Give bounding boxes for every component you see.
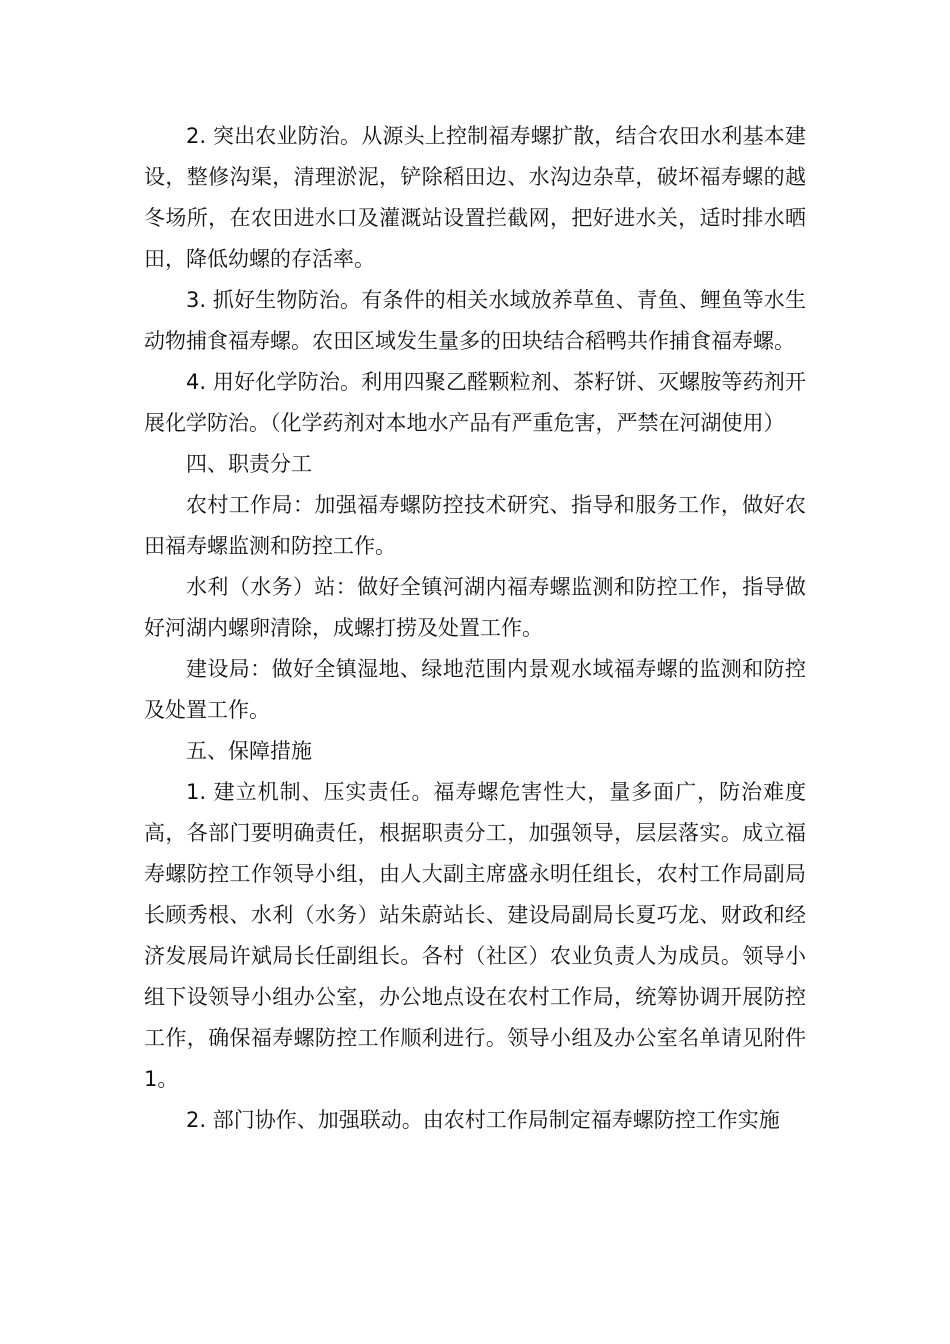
paragraph-agricultural-control: 2. 突出农业防治。从源头上控制福寿螺扩散，结合农田水利基本建设，整修沟渠，清理淤泥，铲除稻田边、水沟边杂草，破坏福寿螺的越冬场所，在农田进水口及灌溉站设置拦截网，把好进水关，适时排水晒田，降低幼螺的存活率。 [144, 124, 806, 271]
section-heading-responsibilities: 四、职责分工 [186, 452, 312, 476]
section-heading-safeguards: 五、保障措施 [186, 739, 312, 763]
paragraph-biological-control: 3. 抓好生物防治。有条件的相关水域放养草鱼、青鱼、鲤鱼等水生动物捕食福寿螺。农田区域发生量多的田块结合稻鸭共作捕食福寿螺。 [144, 288, 806, 353]
paragraph-department-cooperation: 2. 部门协作、加强联动。由农村工作局制定福寿螺防控工作实施 [186, 1108, 780, 1132]
paragraph-construction-bureau: 建设局：做好全镇湿地、绿地范围内景观水域福寿螺的监测和防控及处置工作。 [144, 657, 806, 722]
paragraph-mechanism-responsibility: 1. 建立机制、压实责任。福寿螺危害性大，量多面广，防治难度高，各部门要明确责任，根据职责分工，加强领导，层层落实。成立福寿螺防控工作领导小组，由人大副主席盛永明任组长，农村工作局副局长顾秀根、水利（水务）站朱蔚站长、建设局副局长夏巧龙、财政和经济发展局许斌局长任副组长。各村（社区）农业负责人为成员。领导小组下设领导小组办公室，办公地点设在农村工作局，统筹协调开展防控工作，确保福寿螺防控工作顺利进行。领导小组及办公室名单请见附件 1。 [144, 780, 806, 1091]
paragraph-chemical-control: 4. 用好化学防治。利用四聚乙醛颗粒剂、茶籽饼、灭螺胺等药剂开展化学防治。（化学药剂对本地水产品有严重危害，严禁在河湖使用） [144, 370, 806, 435]
document-body [144, 116, 806, 1141]
paragraph-water-station: 水利（水务）站：做好全镇河湖内福寿螺监测和防控工作，指导做好河湖内螺卵清除，成螺打捞及处置工作。 [144, 575, 806, 640]
paragraph-rural-work-bureau: 农村工作局：加强福寿螺防控技术研究、指导和服务工作，做好农田福寿螺监测和防控工作。 [144, 493, 806, 558]
